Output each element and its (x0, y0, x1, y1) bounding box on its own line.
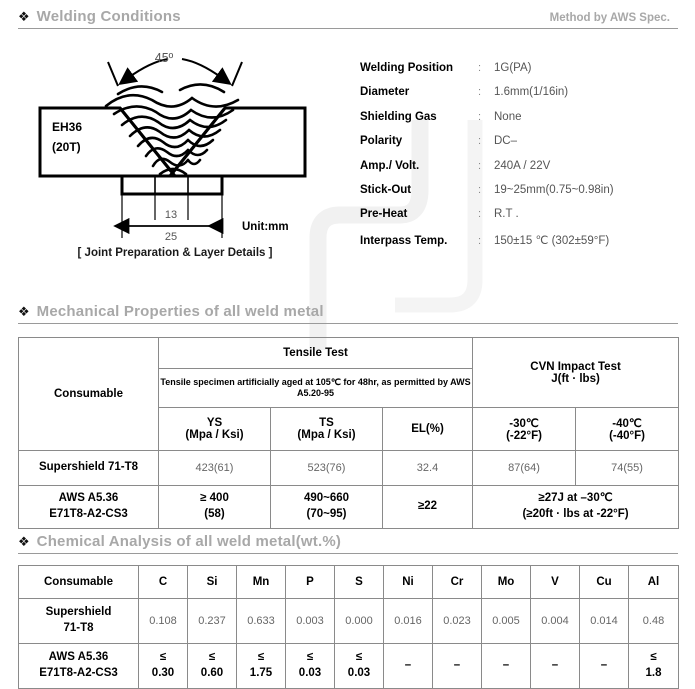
spec-op-al: ≤ (650, 651, 657, 664)
spec-name-line2: E71T8-A2-CS3 (49, 508, 128, 520)
consumable-name-line2: 71-T8 (63, 622, 94, 634)
condition-label: Interpass Temp. (360, 234, 448, 247)
spec-num-s: 0.03 (347, 667, 371, 679)
header-element-al: Al (629, 566, 679, 599)
temp-minus30-c: -30℃ (509, 418, 539, 430)
table-spec-row (19, 486, 679, 529)
spec-ys-line2: (58) (204, 508, 225, 520)
root-gap-label: 13 (164, 209, 178, 221)
temp-minus40-c: -40℃ (612, 418, 642, 430)
header-element-cu: Cu (580, 566, 629, 599)
cell-value-cr: 0.023 (433, 599, 482, 644)
base-metal-label: EH36 (52, 120, 83, 134)
header-cvn-impact-test (473, 338, 679, 408)
header-element-ni: Ni (384, 566, 433, 599)
cell-ys-value: 423(61) (159, 451, 271, 486)
condition-separator: : (478, 208, 482, 221)
cell-cvn-minus30-value: 87(64) (473, 451, 576, 486)
consumable-name-line1: Supershield (45, 606, 112, 619)
condition-label: Diameter (360, 86, 410, 99)
condition-label: Stick-Out (360, 183, 412, 196)
spec-ys-line1: ≥ 400 (200, 492, 229, 505)
condition-separator: : (478, 62, 482, 74)
spec-ts-line1: 490~660 (303, 492, 350, 505)
condition-separator: : (478, 183, 482, 196)
cell-value-si: 0.237 (188, 599, 237, 644)
cell-spec-ni: – (384, 644, 433, 689)
condition-label: Pre-Heat (360, 208, 408, 221)
condition-row (360, 86, 614, 110)
condition-value: 1.6mm(1/16in) (494, 86, 569, 99)
diamond-bullet-icon: ❖ (18, 9, 30, 24)
diamond-bullet-icon: ❖ (18, 304, 30, 319)
condition-label: Shielding Gas (360, 110, 437, 123)
condition-row (360, 208, 614, 232)
cvn-unit: J(ft · lbs) (551, 372, 600, 385)
cell-value-v: 0.004 (531, 599, 580, 644)
condition-value: 150±15 ℃ (302±59°F) (494, 234, 610, 247)
spec-op-s: ≤ (355, 651, 363, 664)
cell-spec-ys (159, 486, 271, 529)
total-width-label: 25 (164, 231, 178, 243)
ys-label: YS (206, 417, 223, 429)
condition-row (360, 160, 614, 184)
cell-consumable-name (19, 599, 139, 644)
cell-spec-ts (271, 486, 383, 529)
cell-value-ni: 0.016 (384, 599, 433, 644)
condition-row (360, 111, 614, 135)
angle-label: 45º (154, 51, 174, 65)
table-header-row (19, 566, 679, 599)
cell-value-c: 0.108 (139, 599, 188, 644)
temp-minus30-f: (-22°F) (506, 430, 542, 442)
cell-spec-cvn (473, 486, 679, 529)
chemical-analysis-section (18, 533, 678, 554)
header-consumable: Consumable (19, 566, 139, 599)
cell-spec-el: ≥22 (383, 486, 473, 529)
cell-spec-name (19, 486, 159, 529)
condition-label: Amp./ Volt. (360, 159, 420, 172)
spec-ts-line2: (70~95) (306, 508, 347, 520)
table-row (19, 451, 679, 486)
condition-separator: : (478, 86, 482, 99)
header-element-s: S (335, 566, 384, 599)
condition-value: 240A / 22V (494, 159, 551, 172)
cell-spec-mo: – (482, 644, 531, 689)
cell-spec-v: – (531, 644, 580, 689)
spec-name-line1: AWS A5.36 (58, 492, 119, 505)
table-row (19, 599, 679, 644)
header-temp-minus40 (576, 408, 679, 451)
cell-spec-cu: – (580, 644, 629, 689)
spec-op-c: ≤ (159, 651, 167, 664)
diagram-caption: [ Joint Preparation & Layer Details ] (77, 247, 273, 259)
header-ts (271, 408, 383, 451)
spec-num-mn: 1.75 (249, 667, 273, 679)
thickness-label: (20T) (52, 140, 81, 154)
temp-minus40-f: (-40°F) (609, 430, 645, 442)
spec-name-line1: AWS A5.36 (48, 651, 109, 664)
header-ys (159, 408, 271, 451)
condition-separator: : (478, 234, 482, 247)
cell-ts-value: 523(76) (271, 451, 383, 486)
cell-value-cu: 0.014 (580, 599, 629, 644)
welding-conditions-list (360, 62, 614, 257)
section-title-mechanical: Mechanical Properties of all weld metal (36, 303, 324, 320)
mechanical-properties-table (18, 337, 679, 529)
cvn-title: CVN Impact Test (530, 360, 621, 373)
header-elongation: EL(%) (383, 408, 473, 451)
condition-separator: : (478, 110, 482, 123)
header-element-c: C (139, 566, 188, 599)
condition-value: None (494, 110, 522, 123)
table-header-row (19, 338, 679, 369)
tensile-test-note: Tensile specimen artificially aged at 105℃ for 48hr, as permitted by AWS A5.20-95 (159, 369, 473, 408)
ts-label: TS (319, 417, 334, 429)
condition-row (360, 62, 614, 86)
cell-spec-cr: – (433, 644, 482, 689)
section-title-chemical: Chemical Analysis of all weld metal(wt.%) (36, 533, 342, 550)
header-element-cr: Cr (433, 566, 482, 599)
header-element-mn: Mn (237, 566, 286, 599)
section-title-welding: Welding Conditions (36, 8, 181, 25)
section-header-welding (18, 8, 678, 29)
header-consumable: Consumable (19, 338, 159, 451)
header-element-si: Si (188, 566, 237, 599)
condition-row (360, 233, 614, 257)
condition-row (360, 135, 614, 159)
spec-cvn-line2: (≥20ft · lbs at -22°F) (522, 508, 629, 520)
method-note: Method by AWS Spec. (549, 12, 670, 24)
header-element-mo: Mo (482, 566, 531, 599)
condition-separator: : (478, 135, 482, 148)
condition-label: Welding Position (360, 62, 454, 74)
header-element-p: P (286, 566, 335, 599)
condition-value: DC– (494, 135, 518, 148)
cell-cvn-minus40-value: 74(55) (576, 451, 679, 486)
spec-op-si: ≤ (208, 651, 216, 664)
section-header-mechanical (18, 303, 678, 324)
condition-separator: : (478, 159, 482, 172)
condition-row (360, 184, 614, 208)
mechanical-properties-table-wrap (18, 337, 678, 529)
ys-unit: (Mpa / Ksi) (185, 429, 244, 441)
spec-num-si: 0.60 (200, 667, 224, 679)
mechanical-properties-section (18, 303, 678, 324)
ts-unit: (Mpa / Ksi) (297, 429, 356, 441)
header-element-v: V (531, 566, 580, 599)
spec-op-mn: ≤ (257, 651, 265, 664)
header-temp-minus30 (473, 408, 576, 451)
joint-preparation-diagram (10, 48, 350, 248)
spec-num-al: 1.8 (645, 667, 662, 679)
spec-num-c: 0.30 (151, 667, 175, 679)
section-header-chemical (18, 533, 678, 554)
spec-num-p: 0.03 (298, 667, 322, 679)
diamond-bullet-icon: ❖ (18, 534, 30, 549)
cell-value-s: 0.000 (335, 599, 384, 644)
condition-label: Polarity (360, 135, 403, 148)
condition-value: 1G(PA) (494, 62, 532, 74)
spec-cvn-line1: ≥27J at –30℃ (538, 492, 613, 505)
cell-el-value: 32.4 (383, 451, 473, 486)
unit-label: Unit:mm (242, 221, 289, 233)
spec-op-p: ≤ (306, 651, 314, 664)
header-tensile-test: Tensile Test (159, 338, 473, 369)
cell-value-mn: 0.633 (237, 599, 286, 644)
chemical-analysis-table (18, 565, 679, 689)
cell-value-p: 0.003 (286, 599, 335, 644)
cell-value-mo: 0.005 (482, 599, 531, 644)
welding-conditions-section (18, 8, 678, 29)
cell-consumable-name: Supershield 71-T8 (19, 451, 159, 486)
cell-value-al: 0.48 (629, 599, 679, 644)
condition-value: 19~25mm(0.75~0.98in) (494, 183, 614, 196)
spec-name-line2: E71T8-A2-CS3 (39, 667, 118, 679)
chemical-analysis-table-wrap (18, 565, 678, 689)
condition-value: R.T . (494, 208, 519, 221)
